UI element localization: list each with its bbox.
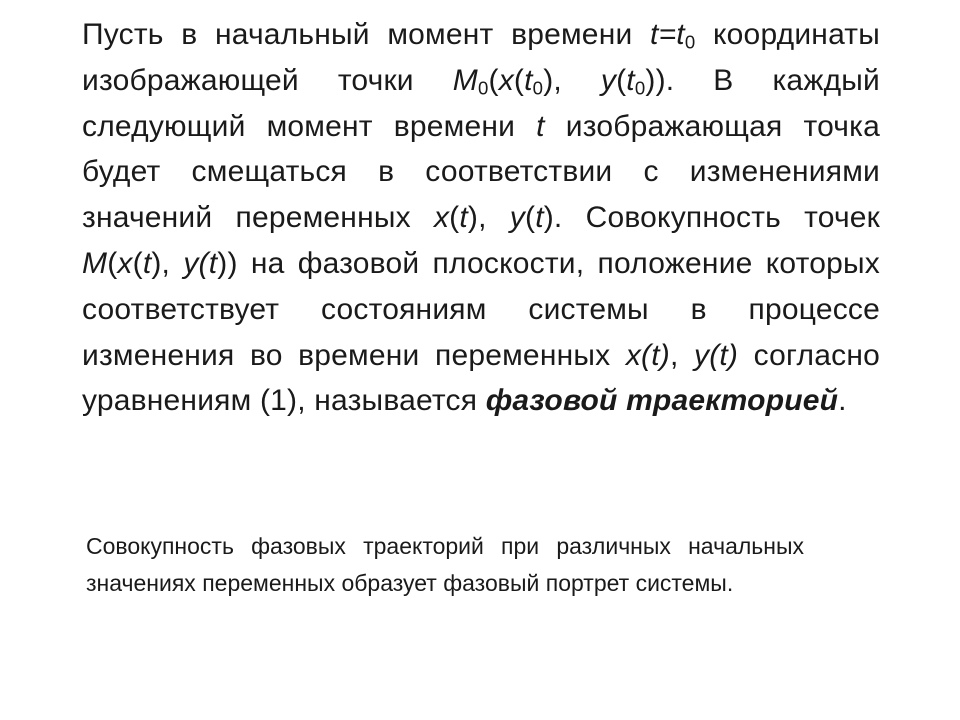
defined-term: фазовой траекторией [485, 384, 839, 418]
text-run: ( [488, 63, 499, 97]
math-var: x(t) [625, 338, 670, 372]
math-var: t [536, 109, 545, 143]
math-var: y [600, 63, 617, 97]
text-run: ), [543, 63, 601, 97]
text-run: , [669, 338, 694, 372]
text-run: изображающая точка будет смещаться в соответствии с изменениями значений переменных [82, 109, 881, 235]
secondary-paragraph: Совокупность фазовых траекторий при различных начальных значениях переменных образует фазовый портрет системы. [86, 533, 804, 596]
math-var: y(t) [694, 338, 739, 372]
text-run: ). Совокупность точек [543, 201, 880, 235]
math-var: t [524, 63, 533, 97]
text-run: ( [513, 63, 525, 97]
text-run: ), [151, 246, 184, 280]
math-var: t [535, 201, 544, 235]
text-run: )). [645, 63, 675, 97]
text-run: согласно уравнениям (1), называется [82, 338, 880, 418]
text-run: Пусть в начальный момент времени [82, 18, 651, 51]
math-var: x [498, 63, 514, 97]
math-var: t=t [650, 18, 685, 51]
math-var: M [82, 246, 108, 280]
math-var: t [459, 201, 468, 235]
math-var: x [433, 201, 450, 235]
subscript: 0 [532, 77, 544, 99]
text-run: ( [107, 246, 118, 280]
math-var: t [142, 246, 152, 280]
subscript: 0 [477, 77, 489, 99]
text-run: ( [524, 201, 536, 235]
main-paragraph [82, 12, 880, 424]
math-var: x [117, 246, 133, 280]
text-run: ( [616, 63, 627, 97]
text-run: ), [467, 201, 510, 235]
text-run: В каждый следующий момент времени [82, 63, 881, 143]
math-var: y( [183, 246, 209, 280]
math-var: M [452, 63, 478, 97]
math-var: t [626, 63, 635, 97]
subscript: 0 [684, 31, 696, 53]
text-run: координаты изображающей точки [82, 18, 880, 97]
text-run: )) на фазовой плоскости, положение которых соответствует состояниям системы в процессе изменения во времени переменных [82, 246, 880, 372]
math-var: t [208, 246, 218, 280]
subscript: 0 [634, 77, 646, 99]
text-run: . [838, 384, 847, 418]
math-var: y [509, 201, 525, 235]
text-run: ( [132, 246, 143, 280]
text-run: ( [449, 201, 460, 235]
